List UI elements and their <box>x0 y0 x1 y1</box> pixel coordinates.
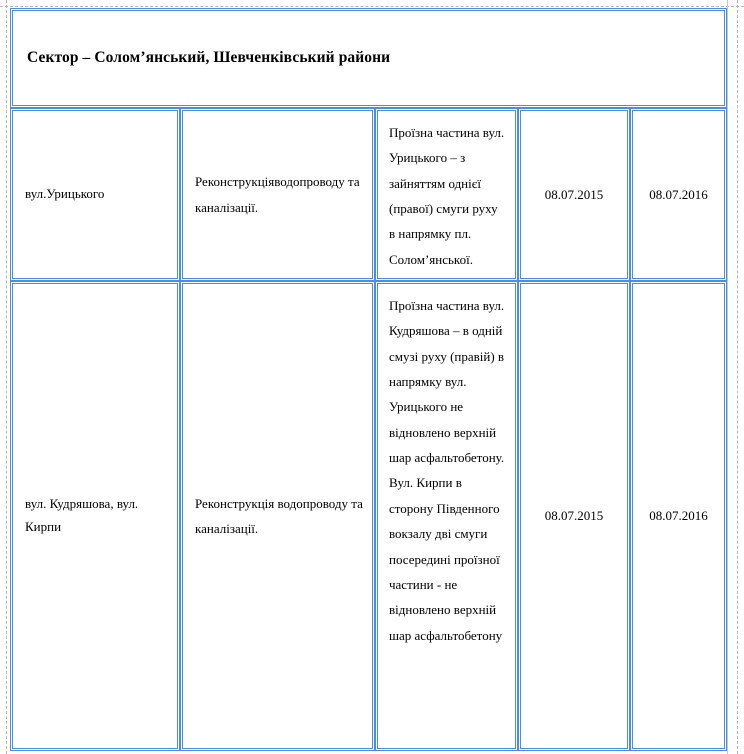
table-header-row <box>10 8 727 108</box>
cell-work-type: Реконструкція водопроводу та каналізації. <box>180 281 375 751</box>
road-works-table <box>10 8 727 751</box>
cell-street: вул.Урицького <box>10 108 180 281</box>
page-margin-guide-right <box>737 0 738 754</box>
table-header-cell <box>10 8 727 108</box>
table-row <box>10 108 727 281</box>
cell-street: вул. Кудряшова, вул. Кирпи <box>10 281 180 751</box>
sector-title: Сектор – Солом’янський, Шевченківський райони <box>27 48 391 66</box>
cell-date-end: 08.07.2016 <box>630 108 727 281</box>
table-row <box>10 281 727 751</box>
page-margin-guide-top <box>0 6 744 7</box>
page-text-boundary-right <box>727 0 728 754</box>
cell-date-start: 08.07.2015 <box>518 281 630 751</box>
cell-date-start: 08.07.2015 <box>518 108 630 281</box>
page-margin-guide-left <box>6 0 7 754</box>
cell-work-type: Реконструкціяводопроводу та каналізації. <box>180 108 375 281</box>
cell-description: Проїзна частина вул. Урицького – з зайняттям однієї (правої) смуги руху в напрямку пл. Солом’янської. <box>375 108 518 281</box>
cell-date-end: 08.07.2016 <box>630 281 727 751</box>
cell-description: Проїзна частина вул. Кудряшова – в одній смузі руху (правій) в напрямку вул. Урицького не відновлено верхній шар асфальтобетону. Вул. Кирпи в сторону Південного вокзалу дві смуги посередині проїзної частини - не відновлено верхній шар асфальтобетону <box>375 281 518 751</box>
